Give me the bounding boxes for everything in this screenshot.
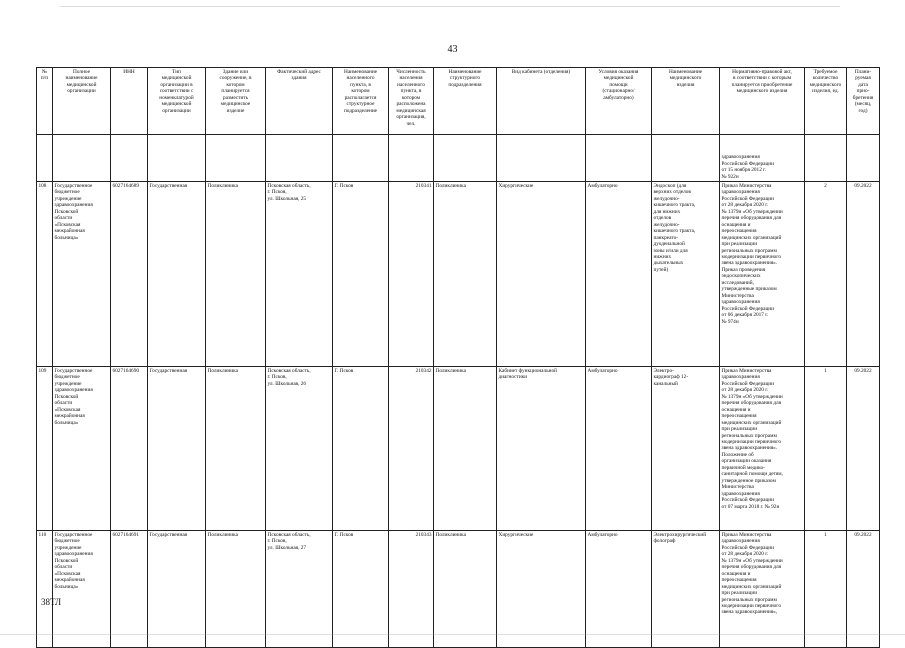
population-cell: 210341 <box>389 182 434 367</box>
conditions-cell: Амбулаторно <box>586 182 652 367</box>
org-name-cell: Государственное бюджетное учреждение здравоохранения Псковской области «Псковская межрайонная больница» <box>53 531 111 648</box>
act-cell: Приказ Министерства здравоохранения Российской Федерации от 28 декабря 2020 г. № 1379н «Об утверждении перечня оборудования для оснащения и переоснащения медицинских организаций при реализации региональных программ модернизации первичного звена здравоохранения», <box>720 531 805 648</box>
row-number: 109 <box>37 367 53 531</box>
locality-cell: Г. Псков <box>333 182 389 367</box>
column-header: Численность населения населенного пункта, в котором расположена медицинская организация, чел. <box>389 68 434 135</box>
column-header: Наименование медицинского изделия <box>652 68 720 135</box>
column-header: Наименование структурного подразделения <box>434 68 497 135</box>
population-cell: 210342 <box>389 367 434 531</box>
quantity-cell: 2 <box>805 182 847 367</box>
scan-artifact <box>0 634 905 635</box>
cabinet-cell: Хирургические <box>497 531 586 648</box>
org-name-cell: Государственное бюджетное учреждение здравоохранения Псковской области «Псковская межрайонная больница» <box>53 182 111 367</box>
org-type-cell: Государственная <box>148 182 206 367</box>
org-type-cell: Государственная <box>148 367 206 531</box>
quantity-cell: 1 <box>805 367 847 531</box>
address-cell: Псковская область, г. Псков, ул. Школьная, 25 <box>266 182 333 367</box>
page-number: 43 <box>447 44 458 55</box>
row-number: 108 <box>37 182 53 367</box>
org-type-cell: Государственная <box>148 531 206 648</box>
act-cell: Приказ Министерства здравоохранения Российской Федерации от 28 декабря 2020 г. № 1379н «Об утверждении перечня оборудования для оснащения и переоснащения медицинских организаций при реализации региональных программ модернизации первичного звена здравоохранения». Положение об организации оказания первичной медико- санитарной помощи детям, утвержденное приказом Министерства здравоохранения Российской Федерации от 07 марта 2018 г. № 92н <box>720 367 805 531</box>
scan-artifact <box>60 6 840 7</box>
table-row <box>37 182 880 367</box>
column-header: Плани- руемая дата прио- бретения (месяц, год) <box>847 68 880 135</box>
act-cell: Приказ Министерства здравоохранения Российской Федерации от 28 декабря 2020 г. № 1379н «Об утверждении перечня оборудования для оснащения и переоснащения медицинских организаций при реализации региональных программ модернизации первичного звена здравоохранения». Приказ проведения эндоскопических исследований, утвержденные приказом Министерства здравоохранения Российской Федерации от 06 декабря 2017 г. № 974н <box>720 182 805 367</box>
building-cell: Поликлиника <box>206 182 266 367</box>
column-header: Наименование населенного пункта, в котором располагается структурное подразделение <box>333 68 389 135</box>
column-header: Условия оказания медицинской помощи (стационарно/ амбулаторно) <box>586 68 652 135</box>
quantity-cell: 1 <box>805 531 847 648</box>
date-cell: 09.2022 <box>847 367 880 531</box>
column-header: Вид кабинета (отделения) <box>497 68 586 135</box>
conditions-cell: Амбулаторно <box>586 531 652 648</box>
unit-cell: Поликлиника <box>434 531 497 648</box>
row-number: 110 <box>37 531 53 648</box>
column-header: Тип медицинской организации в соответствии с номенклатурой медицинской организации <box>148 68 206 135</box>
address-cell: Псковская область, г. Псков, ул. Школьная, 27 <box>266 531 333 648</box>
inn-cell: 6027164690 <box>111 367 148 531</box>
column-header: Нормативно-правовой акт, в соответствии с которым планируется приобретение медицинского изделия <box>720 68 805 135</box>
column-header: № п/п <box>37 68 53 135</box>
inn-cell: 6027164689 <box>111 182 148 367</box>
act-cell: здравоохранения Российской Федерации от 15 ноября 2012 г. № 922н <box>720 135 805 182</box>
table-row <box>37 367 880 531</box>
date-cell: 09.2022 <box>847 531 880 648</box>
population-cell: 210343 <box>389 531 434 648</box>
table-row <box>37 531 880 648</box>
column-header: Здание или сооружение, в котором планируется разместить медицинское изделие <box>206 68 266 135</box>
column-header: Требуемое количество медицинского изделия, ед. <box>805 68 847 135</box>
device-cell: Электро- кардиограф 12- канальный <box>652 367 720 531</box>
table-header-row <box>37 68 880 135</box>
device-cell: Эндоскоп (для верхних отделов желудочно- кишечного тракта, для нижних отделов желудочно- кишечного тракта, панкреато- дуоденальной зоны и/или для нижних дыхательных путей) <box>652 182 720 367</box>
table-row-continuation <box>37 135 880 182</box>
building-cell: Поликлиника <box>206 531 266 648</box>
inn-cell: 6027164691 <box>111 531 148 648</box>
column-header: Полное наименование медицинской организации <box>53 68 111 135</box>
unit-cell: Поликлиника <box>434 182 497 367</box>
document-code: 38ТЛ <box>41 597 62 607</box>
unit-cell: Поликлиника <box>434 367 497 531</box>
equipment-registry-table <box>36 67 880 648</box>
date-cell: 09.2022 <box>847 182 880 367</box>
building-cell: Поликлиника <box>206 367 266 531</box>
device-cell: Электрохирургический фолограф <box>652 531 720 648</box>
org-name-cell: Государственное бюджетное учреждение здравоохранения Псковской области «Псковская межрайонная больница» <box>53 367 111 531</box>
column-header: ИНН <box>111 68 148 135</box>
locality-cell: Г. Псков <box>333 531 389 648</box>
conditions-cell: Амбулаторно <box>586 367 652 531</box>
column-header: Фактический адрес здания <box>266 68 333 135</box>
locality-cell: Г. Псков <box>333 367 389 531</box>
address-cell: Псковская область, г. Псков, ул. Школьная, 26 <box>266 367 333 531</box>
cabinet-cell: Кабинет функциональной диагностики <box>497 367 586 531</box>
cabinet-cell: Хирургические <box>497 182 586 367</box>
